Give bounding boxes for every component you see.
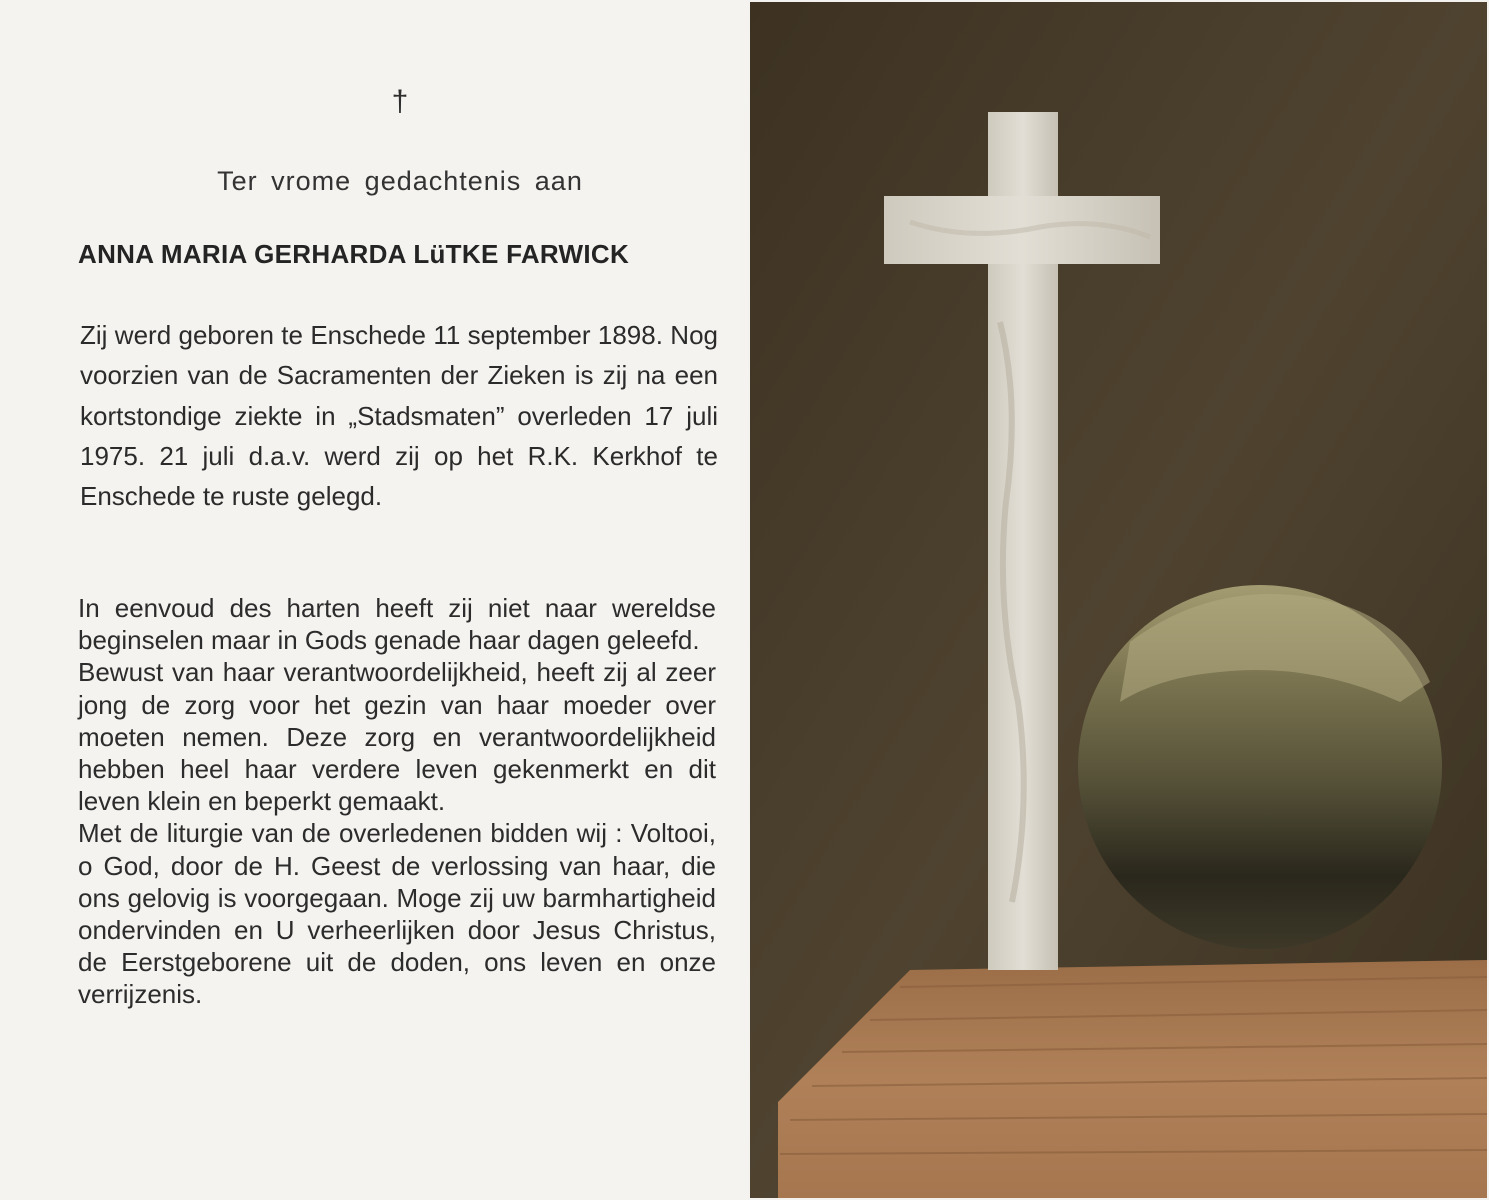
eulogy-paragraph: Bewust van haar verantwoordelijkheid, heeft zij al zeer jong de zorg voor het gezin van haar moeder over moeten nemen. Deze zorg en verantwoordelijkheid hebben heel haar verdere leven gekenmerkt en dit leven klein en beperkt gemaakt. <box>78 657 716 817</box>
deceased-name: ANNA MARIA GERHARDA LüTKE FARWICK <box>78 239 630 269</box>
biography-paragraph: Zij werd geboren te Enschede 11 september 1898. Nog voorzien van de Sacramenten der Zieken is zij na een kortstondige ziekte in „Stadsmaten” overleden 17 juli 1975. 21 juli d.a.v. werd zij op het R.K. Kerkhof te Enschede te ruste gelegd. <box>80 320 718 512</box>
eulogy-paragraph: Met de liturgie van de overledenen bidden wij : Voltooi, o God, door de H. Geest de verlossing van haar, die ons gelovig is voorgegaan. Moge zij uw barmhartigheid ondervinden en U verheerlijken door Jesus Christus, de Eerstgeborene uit de doden, ons leven en onze verrijzenis. <box>78 818 716 1010</box>
cross-symbol: † <box>391 85 409 118</box>
cross-and-stone-photo <box>750 2 1487 1198</box>
eulogy-text <box>78 592 716 1011</box>
image-panel <box>748 0 1489 1200</box>
intro-line: Ter vrome gedachtenis aan <box>217 166 583 196</box>
eulogy-paragraph: In eenvoud des harten heeft zij niet naar wereldse beginselen maar in Gods genade haar dagen geleefd. <box>78 593 716 656</box>
